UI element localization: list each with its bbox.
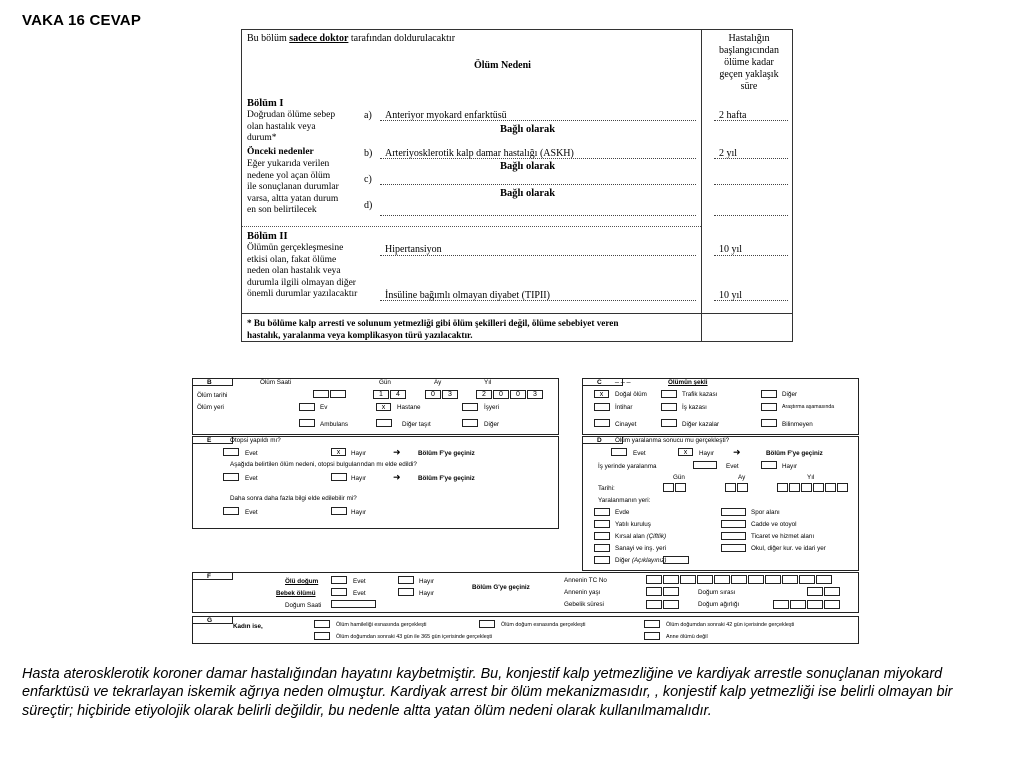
sports-label: Spor alanı (751, 509, 780, 516)
part2-title: Bölüm II (247, 231, 288, 242)
section-c (582, 378, 859, 435)
death-time-label: Ölüm Saati (260, 379, 292, 386)
death-cause-form (241, 29, 793, 342)
other-manner-label: Diğer (782, 391, 798, 398)
home-label: Ev (320, 404, 328, 411)
findings-yes-checkbox[interactable] (223, 473, 239, 481)
section-e-label: E (193, 437, 233, 444)
stillbirth-no-checkbox[interactable] (398, 576, 414, 584)
section-f-label: F (193, 573, 233, 580)
arrow-right-icon: ➜ (393, 447, 401, 457)
mother-id-cell[interactable] (680, 575, 696, 584)
date-digit[interactable]: 1 (373, 390, 389, 399)
header-doctor-only: sadece doktor (289, 33, 349, 44)
death-43-365-label: Ölüm doğumdan sonraki 43 gün ile 365 gün içerisinde gerçekleşti (336, 634, 493, 640)
school-checkbox[interactable] (721, 544, 746, 552)
mother-id-cell[interactable] (714, 575, 730, 584)
letter-a: a) (364, 110, 372, 121)
death-place-label: Ölüm yeri (197, 404, 224, 411)
section-b-label: B (193, 379, 233, 386)
section-c-label: C (583, 379, 623, 386)
section-g-label: G (193, 617, 233, 624)
hospital-checkbox[interactable]: x (376, 403, 391, 411)
birth-death-checkbox[interactable] (479, 620, 495, 628)
more-info-no-label: Hayır (351, 509, 367, 516)
injury-no-label: Hayır (699, 450, 715, 457)
stillbirth-label: Ölü doğum (285, 578, 319, 585)
autopsy-yes-checkbox[interactable] (223, 448, 239, 456)
unknown-checkbox[interactable] (761, 419, 777, 427)
duration-header: Hastalığın başlangıcından ölüme kadar geçen yaklaşık süre (719, 33, 779, 92)
date-digit[interactable]: 0 (425, 390, 441, 399)
part2-duration-line-1 (714, 255, 788, 256)
workplace-checkbox[interactable] (462, 403, 478, 411)
workplace-injury-no-checkbox[interactable] (761, 461, 777, 469)
mother-id-cell[interactable] (731, 575, 747, 584)
date-digit[interactable]: 0 (493, 390, 509, 399)
not-maternal-checkbox[interactable] (644, 632, 660, 640)
injury-place-label: Yaralanmanın yeri: (598, 497, 651, 504)
part2-duration-2: 10 yıl (719, 290, 743, 301)
death-43-365-checkbox[interactable] (314, 632, 330, 640)
stillbirth-no-label: Hayır (419, 578, 435, 585)
suicide-label: İntihar (615, 404, 633, 411)
death-42-days-label: Ölüm doğumdan sonraki 42 gün içerisinde gerçekleşti (666, 622, 795, 628)
duration-d-line (714, 215, 788, 216)
injury-date-cell[interactable] (789, 483, 800, 492)
gestation-cell[interactable] (663, 600, 679, 609)
unknown-label: Bilinmeyen (782, 421, 813, 428)
death-cause-heading: Ölüm Nedeni (474, 60, 531, 71)
footnote-divider (242, 313, 792, 314)
section-c-dashes: _ _ _ (615, 376, 631, 383)
part2-duration-line-2 (714, 300, 788, 301)
other-injury-label: Diğer (Açıklayınız) (615, 557, 667, 564)
other-vehicle-label: Diğer taşıt (402, 421, 431, 428)
home-checkbox[interactable] (299, 403, 315, 411)
duration-c-line (714, 184, 788, 185)
cause-b-value: Arteriyosklerotik kalp damar hastalığı (ASKH) (385, 148, 574, 159)
explanation-paragraph: Hasta aterosklerotik koroner damar hastalığından hayatını kaybetmiştir. Bu, konjestif kalp yetmezliğine ve kardiyak arrestle sonuçlanan miyokard enfarktüsü ve tekrarlayan iskemik ağrıya neden olmuştur. Kardiyak arrest bir ölüm mekanizmasıdır, , konjestif kalp yetmezliği ise belirli olmayan bir süreçtir; hiçbiride etiyolojik olarak belirli değildir, bu nedenle altta yatan ölüm nedeni olarak kullanılmamalıdır. (22, 666, 953, 719)
autopsy-findings-question: Aşağıda belirtilen ölüm nedeni, otopsi bulgularından mı elde edildi? (230, 461, 417, 468)
other-vehicle-checkbox[interactable] (376, 419, 392, 427)
go-to-f-label: Bölüm F'ye geçiniz (418, 475, 475, 482)
work-accident-checkbox[interactable] (661, 403, 677, 411)
cause-a-duration: 2 hafta (719, 110, 747, 121)
mother-id-cell[interactable] (663, 575, 679, 584)
birth-weight-cell[interactable] (824, 600, 840, 609)
birth-time-field[interactable] (331, 600, 376, 608)
section-g (192, 616, 859, 644)
other-injury-checkbox[interactable] (594, 556, 610, 564)
birth-order-cell[interactable] (807, 587, 823, 596)
mother-id-cell[interactable] (748, 575, 764, 584)
autopsy-no-label: Hayır (351, 450, 367, 457)
gestation-cell[interactable] (646, 600, 662, 609)
workplace-injury-yes-label: Evet (726, 463, 739, 470)
infant-death-yes-label: Evet (353, 590, 366, 597)
cause-d-line (380, 215, 696, 216)
injury-no-checkbox[interactable]: x (678, 448, 693, 456)
birth-weight-cell[interactable] (773, 600, 789, 609)
investigation-label: Araştırma aşamasında (782, 404, 835, 410)
more-info-no-checkbox[interactable] (331, 507, 347, 515)
injury-date-cell[interactable] (837, 483, 848, 492)
mother-id-cell[interactable] (816, 575, 832, 584)
homicide-label: Cinayet (615, 421, 637, 428)
traffic-label: Trafik kazası (682, 391, 718, 398)
column-divider (701, 30, 702, 341)
date-digit[interactable]: 3 (442, 390, 458, 399)
natural-death-label: Doğal ölüm (615, 391, 647, 398)
go-to-f-label: Bölüm F'ye geçiniz (418, 450, 475, 457)
day-label: Gün (673, 474, 685, 481)
duration-a-line (714, 120, 788, 121)
commerce-checkbox[interactable] (721, 532, 746, 540)
workplace-injury-label: İş yerinde yaralanma (598, 463, 657, 470)
cause-a-value: Anteriyor myokard enfarktüsü (385, 110, 507, 121)
mother-id-cell[interactable] (646, 575, 662, 584)
birth-death-label: Ölüm doğum esnasında gerçekleşti (501, 622, 586, 628)
cause-c-line (380, 184, 696, 185)
death-42-days-checkbox[interactable] (644, 620, 660, 628)
part2-duration-1: 10 yıl (719, 244, 743, 255)
mother-id-cell[interactable] (765, 575, 781, 584)
gestation-label: Gebelik süresi (564, 601, 604, 608)
pregnancy-death-checkbox[interactable] (314, 620, 330, 628)
date-digit[interactable]: 0 (510, 390, 526, 399)
ambulance-label: Ambulans (320, 421, 349, 428)
section-d (582, 436, 859, 571)
commerce-label: Ticaret ve hizmet alanı (751, 533, 815, 540)
birth-time-label: Doğum Saati (285, 602, 322, 609)
part2-value-1: Hipertansiyon (385, 244, 442, 255)
hour-box[interactable] (313, 390, 329, 398)
due-to-label: Bağlı olarak (500, 188, 556, 199)
part1-prev-title: Önceki nedenler (247, 147, 314, 157)
minute-box[interactable] (330, 390, 346, 398)
work-accident-label: İş kazası (682, 404, 707, 411)
birth-order-label: Doğum sırası (698, 589, 736, 596)
boarding-label: Yatılı kuruluş (615, 521, 651, 528)
hospital-label: Hastane (397, 404, 421, 411)
mother-age-cell[interactable] (646, 587, 662, 596)
street-label: Cadde ve otoyol (751, 521, 797, 528)
letter-d: d) (364, 200, 373, 211)
date-digit[interactable]: 2 (476, 390, 492, 399)
other-place-label: Diğer (484, 421, 500, 428)
day-label: Gün (379, 379, 391, 386)
mother-id-cell[interactable] (799, 575, 815, 584)
date-digit[interactable]: 4 (390, 390, 406, 399)
birth-weight-cell[interactable] (807, 600, 823, 609)
cause-b-duration: 2 yıl (719, 148, 738, 159)
stillbirth-yes-label: Evet (353, 578, 366, 585)
home-injury-checkbox[interactable] (594, 508, 610, 516)
ambulance-checkbox[interactable] (299, 419, 315, 427)
stillbirth-yes-checkbox[interactable] (331, 576, 347, 584)
traffic-checkbox[interactable] (661, 390, 677, 398)
more-info-yes-checkbox[interactable] (223, 507, 239, 515)
rural-label: Kırsal alan (Çiftlik) (615, 533, 667, 540)
mother-age-label: Annenin yaşı (564, 589, 601, 596)
autopsy-no-checkbox[interactable]: x (331, 448, 346, 456)
section-e (192, 436, 559, 529)
part1-title: Bölüm I (247, 98, 284, 109)
part2-text: Ölümün gerçekleşmesine etkisi olan, fakat ölüme neden olan hastalık veya durumla ilgili olmayan diğer önemli durumlar yazılacaktır (247, 243, 358, 300)
mother-age-cell[interactable] (663, 587, 679, 596)
injury-date-cell[interactable] (813, 483, 824, 492)
go-to-g-label: Bölüm G'ye geçiniz (472, 584, 530, 591)
workplace-injury-yes-checkbox[interactable] (693, 461, 717, 469)
injury-date-label: Tarihi: (598, 485, 615, 492)
part2-value-2: İnsüline bağımlı olmayan diyabet (TIPII) (385, 290, 550, 301)
letter-b: b) (364, 148, 373, 159)
injury-date-cell[interactable] (725, 483, 736, 492)
autopsy-question: Otopsi yapıldı mı? (230, 437, 281, 444)
pregnancy-death-label: Ölüm hamileliği esnasında gerçekleşti (336, 622, 427, 628)
part2-line-1 (380, 255, 696, 256)
section-b (192, 378, 559, 435)
infant-death-no-checkbox[interactable] (398, 588, 414, 596)
industry-checkbox[interactable] (594, 544, 610, 552)
arrow-right-icon: ➜ (393, 472, 401, 482)
other-injury-field[interactable] (663, 556, 689, 564)
homicide-checkbox[interactable] (594, 419, 610, 427)
street-checkbox[interactable] (721, 520, 746, 528)
slide-title: VAKA 16 CEVAP (22, 12, 142, 29)
injury-date-cell[interactable] (663, 483, 674, 492)
infant-death-label: Bebek ölümü (276, 590, 316, 597)
cause-a-line (380, 120, 696, 121)
workplace-label: İşyeri (484, 404, 500, 411)
death-date-label: Ölüm tarihi (197, 392, 228, 399)
boarding-checkbox[interactable] (594, 520, 610, 528)
not-maternal-label: Anne ölümü değil (666, 634, 708, 640)
home-injury-label: Evde (615, 509, 630, 516)
mother-id-label: Annenin TC No (564, 577, 607, 584)
date-digit[interactable]: 3 (527, 390, 543, 399)
form-header: Bu bölüm sadece doktor tarafından doldurulacaktır (247, 33, 456, 44)
arrow-right-icon: ➜ (733, 447, 741, 457)
workplace-injury-no-label: Hayır (782, 463, 798, 470)
injury-date-cell[interactable] (737, 483, 748, 492)
school-label: Okul, diğer kur. ve idari yer (751, 545, 826, 552)
autopsy-yes-label: Evet (245, 450, 258, 457)
findings-no-label: Hayır (351, 475, 367, 482)
rural-checkbox[interactable] (594, 532, 610, 540)
other-manner-checkbox[interactable] (761, 390, 777, 398)
birth-weight-label: Doğum ağırlığı (698, 601, 740, 608)
if-woman-label: Kadın ise, (233, 623, 263, 630)
injury-date-cell[interactable] (825, 483, 836, 492)
investigation-checkbox[interactable] (761, 403, 777, 411)
findings-no-checkbox[interactable] (331, 473, 347, 481)
injury-date-cell[interactable] (675, 483, 686, 492)
part2-line-2 (380, 300, 696, 301)
injury-yes-checkbox[interactable] (611, 448, 627, 456)
cause-b-line (380, 158, 696, 159)
natural-death-checkbox[interactable]: x (594, 390, 609, 398)
letter-c: c) (364, 174, 372, 185)
due-to-label: Bağlı olarak (500, 124, 556, 135)
footnote-line-1: * Bu bölüme kalp arresti ve solunum yetmezliği gibi ölüm şekilleri değil, ölüme sebebiyet veren (247, 318, 619, 328)
month-label: Ay (434, 379, 442, 386)
infant-death-no-label: Hayır (419, 590, 435, 597)
injury-date-cell[interactable] (801, 483, 812, 492)
other-place-checkbox[interactable] (462, 419, 478, 427)
section-f (192, 572, 859, 613)
due-to-label: Bağlı olarak (500, 161, 556, 172)
more-info-question: Daha sonra daha fazla bilgi elde edilebilir mi? (230, 495, 357, 502)
injury-date-cell[interactable] (777, 483, 788, 492)
birth-order-cell[interactable] (824, 587, 840, 596)
year-label: Yıl (807, 474, 815, 481)
part2-divider (242, 226, 701, 227)
infant-death-yes-checkbox[interactable] (331, 588, 347, 596)
part1-prev-text: Eğer yukarıda verilen nedene yol açan ölüm ile sonuçlanan durumlar varsa, altta yatan durum en son belirtilecek (247, 159, 339, 216)
industry-label: Sanayi ve inş. yeri (615, 545, 667, 552)
birth-weight-cell[interactable] (790, 600, 806, 609)
injury-yes-label: Evet (633, 450, 646, 457)
death-manner-title: Ölümün şekli (668, 379, 708, 386)
mother-id-cell[interactable] (782, 575, 798, 584)
section-d-label: D (583, 437, 623, 444)
month-label: Ay (738, 474, 746, 481)
go-to-f-label: Bölüm F'ye geçiniz (766, 450, 823, 457)
other-accidents-checkbox[interactable] (661, 419, 677, 427)
findings-yes-label: Evet (245, 475, 258, 482)
other-accidents-label: Diğer kazalar (682, 421, 720, 428)
footnote-line-2: hastalık, yaralanma veya komplikasyon türü yazılacaktır. (247, 330, 473, 340)
injury-question: Ölüm yaralanma sonucu mu gerçekleşti? (615, 437, 730, 444)
more-info-yes-label: Evet (245, 509, 258, 516)
part1-direct-text: Doğrudan ölüme sebep olan hastalık veya durum* (247, 110, 336, 144)
duration-b-line (714, 158, 788, 159)
sports-checkbox[interactable] (721, 508, 746, 516)
suicide-checkbox[interactable] (594, 403, 610, 411)
mother-id-cell[interactable] (697, 575, 713, 584)
year-label: Yıl (484, 379, 492, 386)
